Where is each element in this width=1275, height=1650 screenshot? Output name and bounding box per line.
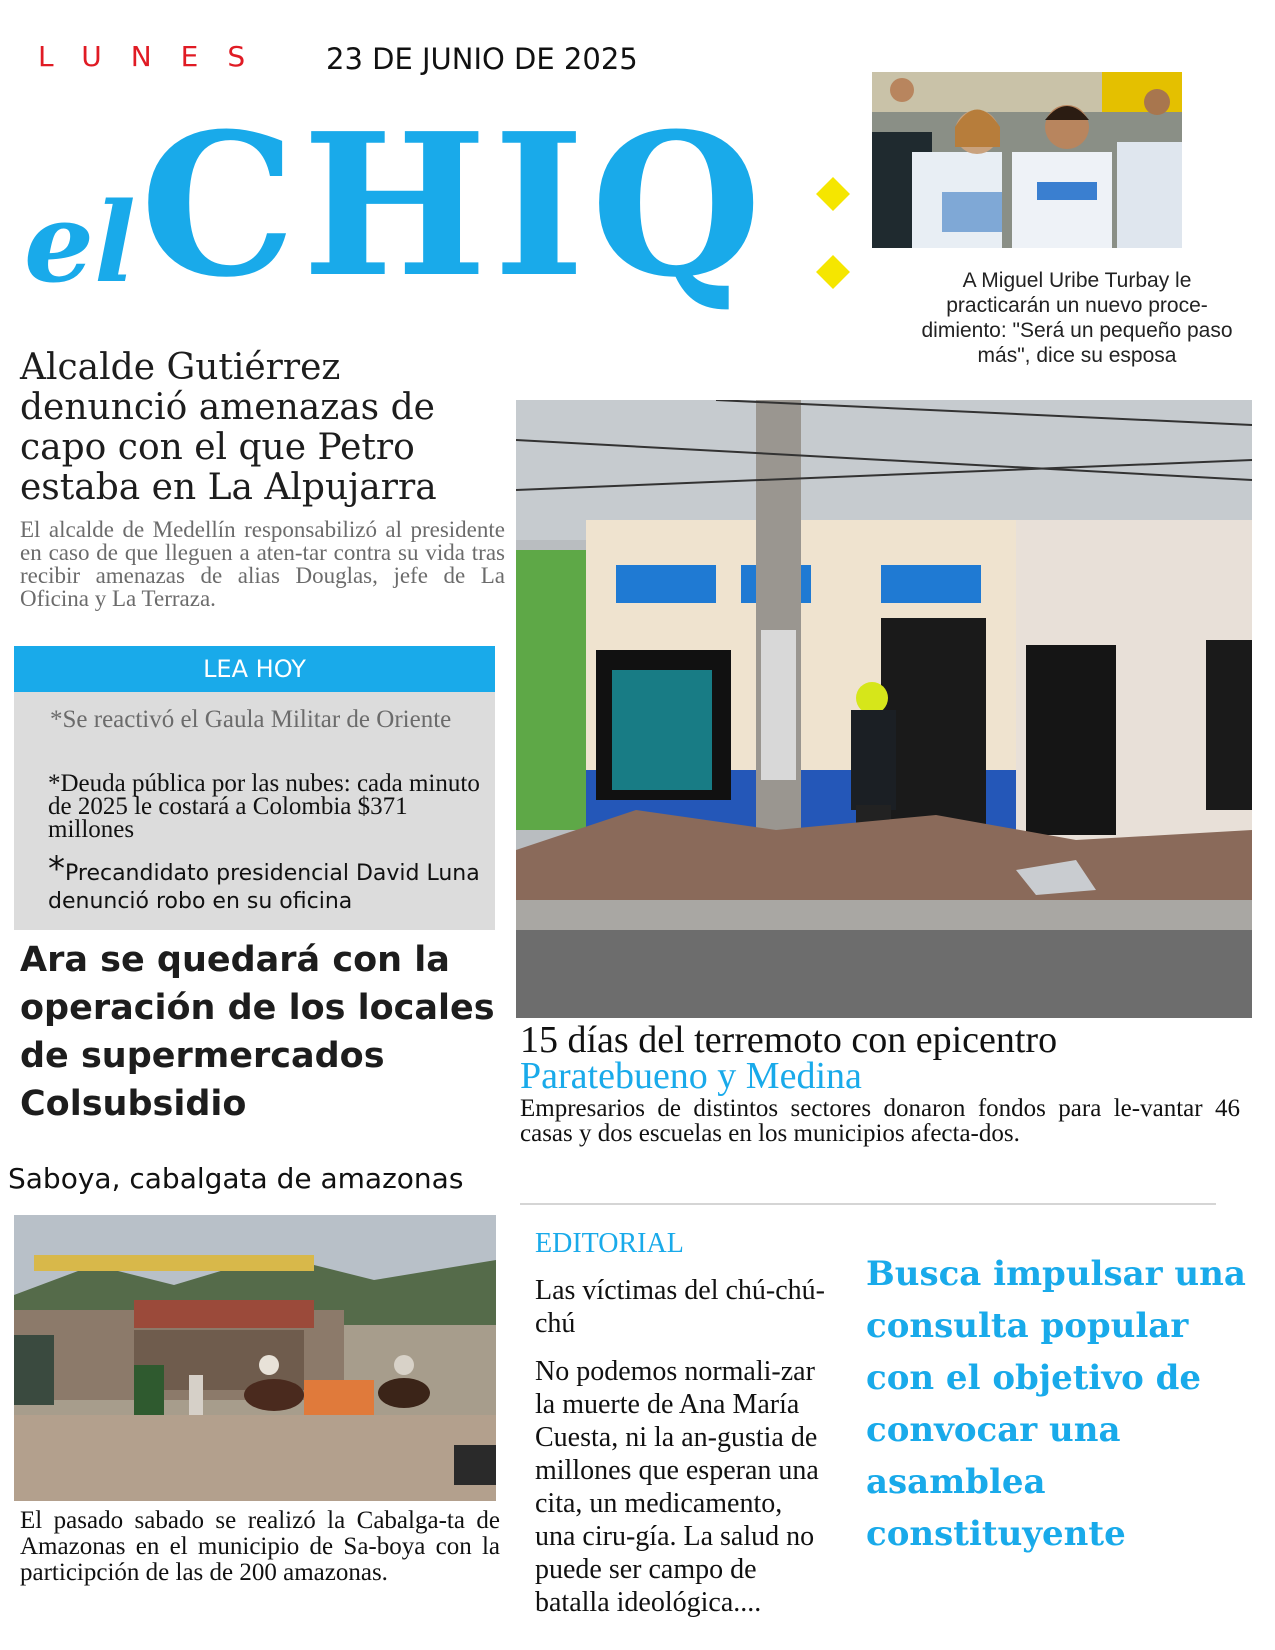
rally-photo-caption: A Miguel Uribe Turbay le practicarán un nuevo proce-dimiento: "Será un pequeño paso más", dice su esposa [921,269,1233,367]
masthead-diamond-bottom [816,255,850,289]
pull-quote[interactable]: Busca impulsar una consulta popular con el objetivo de convocar una asamblea constituyente [866,1254,1246,1554]
editorial-body: No podemos normali-zar la muerte de Ana María Cuesta, ni la an-gustia de millones que esperan una cita, un medicamento, una ciru-gía. La salud no puede ser campo de batalla ideológica.... [535,1356,819,1618]
masthead-diamond-top [816,177,850,211]
masthead-prefix: el [24,178,136,307]
lea-hoy-item-3-text: Precandidato presidencial David Luna denunció robo en su oficina [48,861,480,914]
section-divider [520,1203,1216,1205]
lea-hoy-item-1[interactable]: *Se reactivó el Gaula Militar de Oriente [50,706,452,733]
editorial-title[interactable]: Las víctimas del chú-chú-chú [535,1275,826,1339]
lead-headline[interactable]: Alcalde Gutiérrez denunció amenazas de capo con el que Petro estaba en La Alpujarra [20,347,437,508]
lead-summary: El alcalde de Medellín responsabilizó al presidente en caso de que lleguen a aten-tar contra su vida tras recibir amenazas de alias Douglas, jefe de La Oficina y La Terraza. [20,517,505,611]
cabalgata-caption: El pasado sabado se realizó la Cabalga-ta de Amazonas en el municipio de Sa-boya con la participción de las de 200 amazonas. [20,1507,500,1586]
lea-hoy-item-2[interactable]: *Deuda pública por las nubes: cada minuto de 2025 le costará a Colombia $371 millones [48,770,480,843]
cabalgata-photo [14,1215,496,1501]
masthead-title: CHIQ [140,91,768,321]
date-label: 23 DE JUNIO DE 2025 [326,42,638,76]
earthquake-photo [516,400,1252,1018]
lea-hoy-item-3[interactable] [48,849,488,916]
editorial-label: EDITORIAL [535,1228,684,1259]
quake-headline[interactable]: 15 días del terremoto con epicentro [520,1019,1058,1061]
ara-headline[interactable]: Ara se quedará con la operación de los locales de supermercados Colsubsidio [20,940,495,1124]
quake-headline-highlight[interactable]: Paratebueno y Medina [520,1055,862,1097]
saboya-headline[interactable]: Saboya, cabalgata de amazonas [8,1162,464,1195]
day-label: LUNES [38,40,275,73]
lea-hoy-header: LEA HOY [14,646,495,692]
asterisk-marker: * [48,849,65,889]
rally-photo [872,72,1182,248]
quake-summary: Empresarios de distintos sectores donaron fondos para le-vantar 46 casas y dos escuelas en los municipios afecta-dos. [520,1095,1240,1147]
